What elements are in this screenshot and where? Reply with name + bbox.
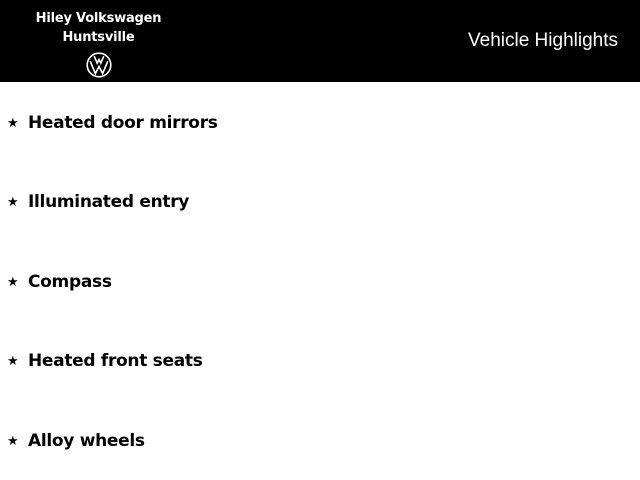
star-icon: ★	[7, 274, 19, 290]
list-item	[7, 270, 112, 294]
feature-label: Heated door mirrors	[28, 113, 218, 133]
page-title: Vehicle Highlights	[468, 30, 618, 51]
star-icon: ★	[7, 194, 19, 210]
feature-label: Illuminated entry	[28, 192, 190, 212]
dealer-name-line1: Hiley Volkswagen	[35, 11, 162, 26]
feature-label: Heated front seats	[28, 351, 203, 371]
feature-label: Alloy wheels	[28, 431, 145, 451]
list-item	[7, 429, 145, 453]
star-icon: ★	[7, 353, 19, 369]
star-icon: ★	[7, 433, 19, 449]
dealer-name-line2: Huntsville	[62, 30, 135, 45]
feature-label: Compass	[28, 272, 112, 292]
list-item	[7, 111, 218, 135]
list-item	[7, 190, 189, 214]
star-icon: ★	[7, 115, 19, 131]
list-item	[7, 349, 203, 373]
